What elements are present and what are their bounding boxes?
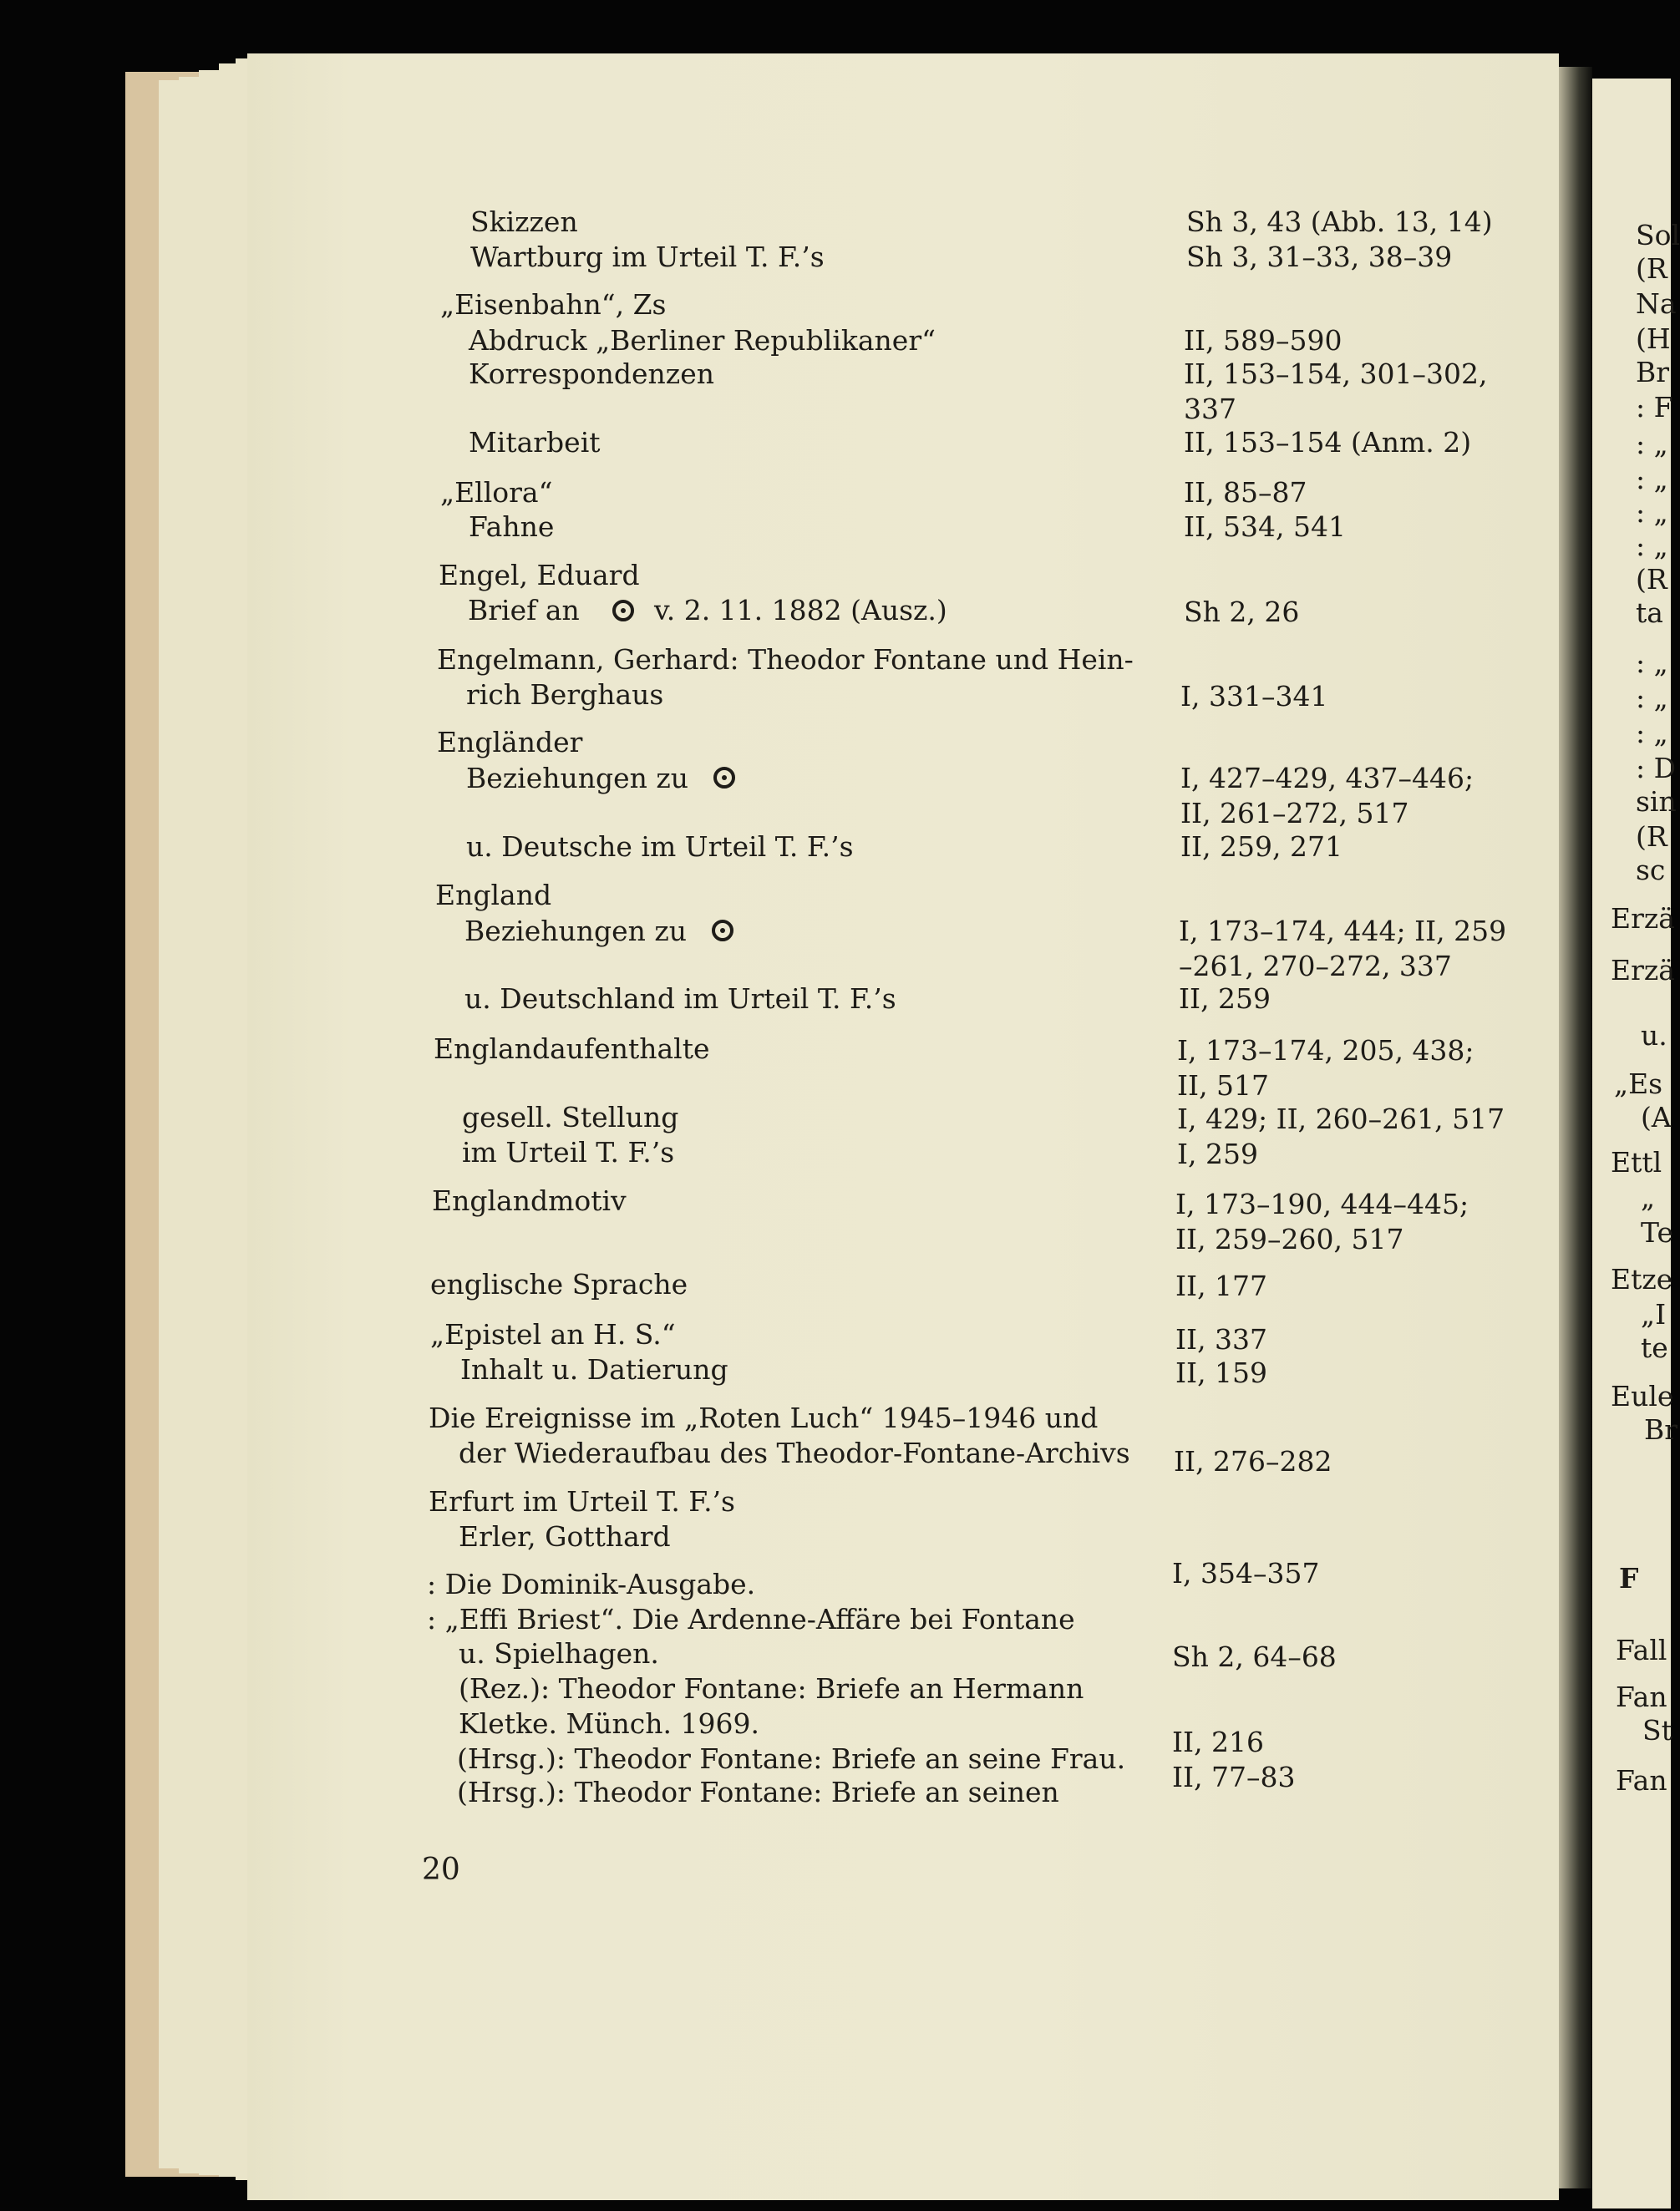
facing-page-fragment: (R [1636,563,1667,596]
index-reference: I, 354–357 [1172,1557,1320,1590]
facing-page-fragment: F [1619,1562,1639,1595]
index-entry: Mitarbeit [469,426,601,459]
index-reference: II, 589–590 [1184,324,1342,357]
index-reference: I, 259 [1177,1138,1259,1170]
facing-page-fragment: u. [1641,1019,1667,1052]
index-reference: Sh 3, 43 (Abb. 13, 14) [1186,205,1493,238]
fontane-symbol-icon [612,600,634,621]
facing-page-fragment: : „ [1636,530,1668,562]
facing-page-fragment: „I [1641,1298,1667,1331]
facing-page-fragment: St [1642,1714,1672,1747]
facing-page-fragment: : „ [1636,496,1668,529]
index-entry: Fahne [469,510,555,543]
facing-page-fragment: Fan [1616,1681,1667,1713]
facing-page-fragment: Ettl [1611,1146,1662,1179]
index-reference: II, 77–83 [1172,1761,1296,1793]
facing-page-fragment: : „ [1636,682,1668,714]
facing-page-fragment: Etze [1611,1263,1673,1296]
facing-page-fragment: : D [1636,752,1677,784]
index-entry: Abdruck „Berliner Republikaner“ [469,324,936,357]
page-number: 20 [422,1853,460,1887]
index-reference: II, 259–260, 517 [1175,1223,1404,1255]
index-reference: II, 85–87 [1184,476,1307,509]
facing-page-fragment: : „ [1636,647,1668,679]
facing-page-fragment: Eule [1611,1380,1674,1412]
index-entry: „Ellora“ [440,476,553,509]
index-entry: Skizzen [470,205,578,238]
facing-page-fragment: Erzä [1611,902,1675,935]
facing-page-fragment: Br [1636,356,1670,388]
index-entry: Engelmann, Gerhard: Theodor Fontane und Hein- [437,643,1134,676]
index-reference: II, 259 [1179,982,1271,1015]
index-entry: rich Berghaus [466,678,664,711]
facing-page-fragment: : „ [1636,717,1668,749]
facing-page-fragment: Te [1641,1216,1673,1249]
facing-page-fragment: sc [1636,854,1666,886]
index-entry: : „Effi Briest“. Die Ardenne-Affäre bei Fontane [427,1603,1075,1635]
index-reference: I, 427–429, 437–446; [1180,762,1474,794]
index-entry: (Hrsg.): Theodor Fontane: Briefe an seinen [457,1776,1059,1808]
facing-page-fragment: sin [1636,785,1677,818]
facing-page-fragment: : „ [1636,463,1668,495]
index-reference: II, 153–154, 301–302, [1184,358,1488,390]
facing-page-fragment: Br [1644,1413,1678,1446]
facing-page-fragment: Erzä [1611,954,1675,986]
index-reference: Sh 2, 64–68 [1172,1641,1337,1673]
facing-page-fragment: ta [1636,596,1663,629]
index-entry: u. Deutschland im Urteil T. F.’s [464,982,896,1015]
index-entry: Korrespondenzen [469,358,714,390]
facing-page-fragment: (R [1636,820,1667,853]
index-entry: Inhalt u. Datierung [460,1353,728,1386]
index-entry: u. Spielhagen. [459,1637,659,1670]
index-reference: II, 276–282 [1174,1445,1332,1478]
facing-page-fragment: : „ [1636,428,1668,460]
facing-page-fragment: Fan [1616,1764,1667,1797]
facing-page-fragment: : F [1636,391,1673,423]
index-reference: I, 331–341 [1180,680,1328,712]
index-entry: England [435,879,552,911]
index-entry: „Eisenbahn“, Zs [440,288,667,321]
index-entry: v. 2. 11. 1882 (Ausz.) [654,594,947,626]
index-entry: Engländer [437,726,583,758]
facing-page-fragment: (R [1636,252,1667,285]
index-reference: II, 216 [1172,1726,1265,1758]
index-entry: Die Ereignisse im „Roten Luch“ 1945–1946 und [429,1402,1099,1434]
index-entry: u. Deutsche im Urteil T. F.’s [466,830,854,863]
index-reference: II, 517 [1177,1069,1270,1102]
index-reference: II, 177 [1175,1270,1268,1302]
index-reference: Sh 3, 31–33, 38–39 [1186,241,1453,273]
facing-page-fragment: (H [1636,322,1671,355]
index-entry: : Die Dominik-Ausgabe. [427,1568,756,1600]
index-entry: englische Sprache [430,1268,688,1301]
index-entry: Englandmotiv [432,1184,627,1217]
index-entry: Beziehungen zu [464,915,688,947]
index-reference: I, 429; II, 260–261, 517 [1177,1103,1505,1135]
facing-page-fragment: „ [1641,1181,1656,1214]
index-entry: Englandaufenthalte [434,1032,710,1065]
facing-page-fragment: Fall [1616,1634,1667,1666]
index-entry: Brief an [468,594,580,626]
index-reference: II, 153–154 (Anm. 2) [1184,426,1472,459]
index-reference: II, 159 [1175,1357,1268,1389]
index-reference: II, 261–272, 517 [1180,797,1409,829]
index-reference: I, 173–174, 205, 438; [1177,1034,1474,1067]
index-entry: Engel, Eduard [439,559,640,591]
index-reference: II, 534, 541 [1184,510,1347,543]
index-entry: Wartburg im Urteil T. F.’s [470,241,825,273]
index-reference: –261, 270–272, 337 [1179,950,1452,982]
index-reference: I, 173–190, 444–445; [1175,1188,1469,1220]
facing-page-fragment: (A [1641,1101,1672,1133]
facing-page-fragment: „Es [1614,1067,1663,1100]
facing-page-fragment: Sol [1636,219,1680,251]
index-entry: im Urteil T. F.’s [462,1136,675,1169]
index-entry: Erfurt im Urteil T. F.’s [429,1485,735,1518]
index-reference: II, 259, 271 [1180,830,1343,863]
index-entry: gesell. Stellung [462,1101,679,1133]
index-reference: 337 [1184,393,1236,425]
book-gutter [1559,67,1592,2188]
index-entry: (Rez.): Theodor Fontane: Briefe an Hermann [459,1672,1084,1705]
index-entry: Erler, Gotthard [459,1520,671,1553]
index-entry: „Epistel an H. S.“ [430,1318,676,1351]
index-reference: II, 337 [1175,1323,1268,1356]
fontane-symbol-icon [712,920,733,941]
facing-page-fragment: Na [1636,287,1677,320]
facing-page [1592,79,1680,2208]
index-reference: Sh 2, 26 [1184,596,1300,628]
facing-page-fragment: te [1641,1331,1668,1364]
index-reference: I, 173–174, 444; II, 259 [1179,915,1507,947]
index-entry: der Wiederaufbau des Theodor-Fontane-Archivs [459,1437,1130,1469]
index-entry: Beziehungen zu [466,762,689,794]
index-entry: Kletke. Münch. 1969. [459,1707,759,1740]
index-entry: (Hrsg.): Theodor Fontane: Briefe an seine Frau. [457,1742,1126,1775]
fontane-symbol-icon [713,767,735,789]
